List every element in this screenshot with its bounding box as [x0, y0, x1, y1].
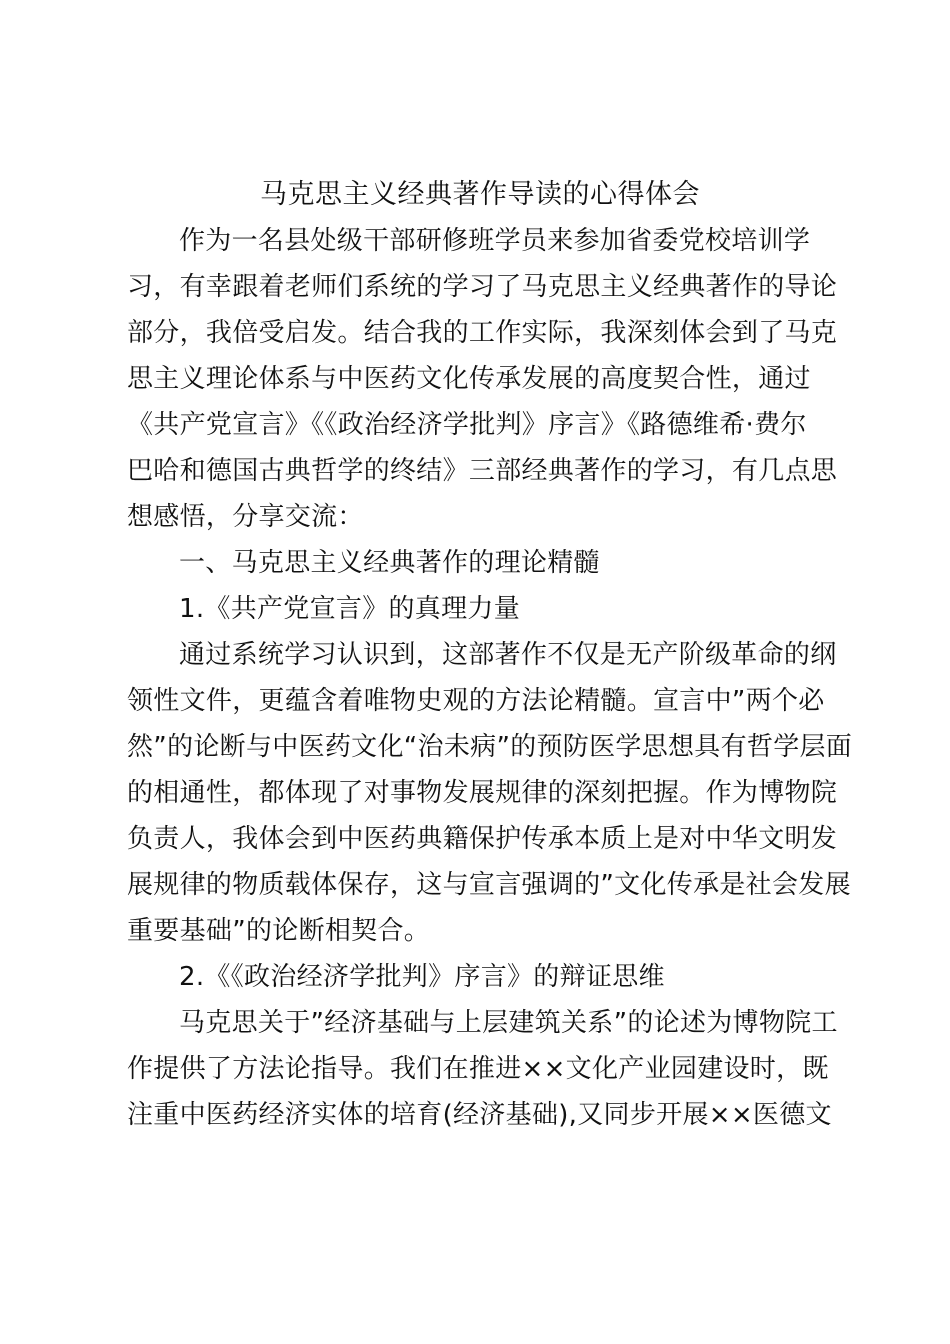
text-line-11: 领性文件，更蕴含着唯物史观的方法论精髓。宣言中”两个必	[127, 686, 825, 716]
text-line-19: 作提供了方法论指导。我们在推进××文化产业园建设时，既	[127, 1054, 829, 1084]
text-line-13: 的相通性，都体现了对事物发展规律的深刻把握。作为博物院	[127, 778, 838, 808]
text-line-18: 马克思关于”经济基础与上层建筑关系”的论述为博物院工	[179, 1008, 838, 1038]
text-line-12: 然”的论断与中医药文化“治未病”的预防医学思想具有哲学层面	[127, 732, 853, 762]
text-line-2: 习，有幸跟着老师们系统的学习了马克思主义经典著作的导论	[127, 272, 838, 302]
text-line-3: 部分，我倍受启发。结合我的工作实际，我深刻体会到了马克	[127, 318, 838, 348]
text-line-14: 负责人，我体会到中医药典籍保护传承本质上是对中华文明发	[127, 824, 838, 854]
subsection-heading-1: 1.《共产党宣言》的真理力量	[179, 594, 521, 624]
subsection-heading-2: 2.《《政治经济学批判》序言》的辩证思维	[179, 962, 665, 992]
text-line-15: 展规律的物质载体保存，这与宣言强调的”文化传承是社会发展	[127, 870, 851, 900]
text-line-10: 通过系统学习认识到，这部著作不仅是无产阶级革命的纲	[179, 640, 837, 670]
text-line-6: 巴哈和德国古典哲学的终结》三部经典著作的学习，有几点思	[127, 456, 838, 486]
text-line-7: 想感悟，分享交流：	[127, 502, 364, 532]
document-title: 马克思主义经典著作导读的心得体会	[260, 179, 700, 210]
text-line-1: 作为一名县处级干部研修班学员来参加省委党校培训学	[179, 226, 811, 256]
section-heading-1: 一、马克思主义经典著作的理论精髓	[179, 548, 600, 578]
text-line-16: 重要基础”的论断相契合。	[127, 916, 431, 946]
text-line-5: 《共产党宣言》《《政治经济学批判》序言》《路德维希·费尔	[127, 410, 807, 440]
text-line-20: 注重中医药经济实体的培育(经济基础),又同步开展××医德文	[127, 1100, 832, 1130]
text-line-4: 思主义理论体系与中医药文化传承发展的高度契合性，通过	[127, 364, 811, 394]
